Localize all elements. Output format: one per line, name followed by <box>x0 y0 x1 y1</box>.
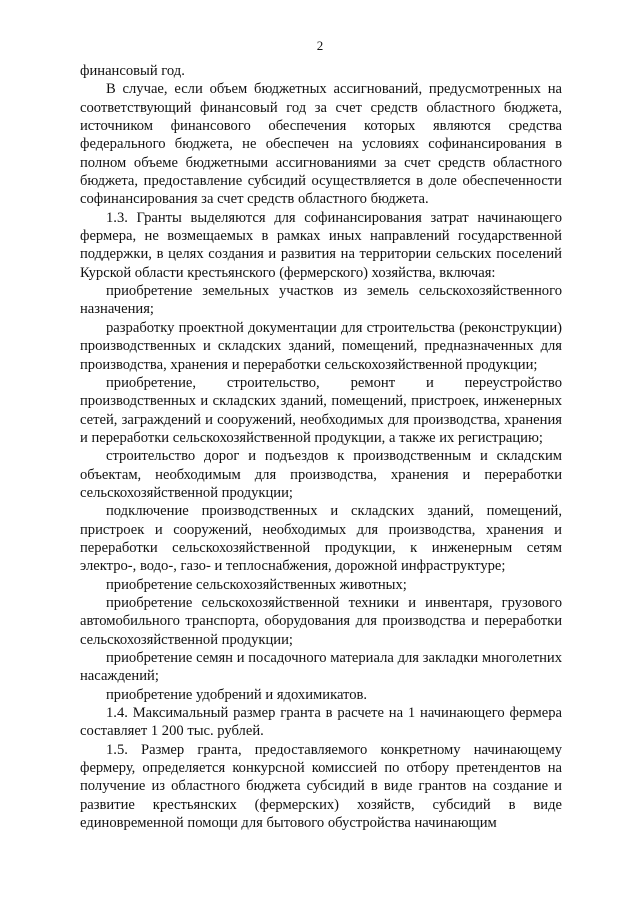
list-item-equipment: приобретение сельскохозяйственной техники и инвентаря, грузового автомобильного транспорта, оборудования для производства и переработки сельскохозяйственной продукции; <box>80 594 562 648</box>
list-item-design-docs: разработку проектной документации для строительства (реконструкции) производственных и складских зданий, помещений, предназначенных для производства, хранения и переработки сельскохозяйственной продукции; <box>80 319 562 373</box>
paragraph-1-5: 1.5. Размер гранта, предоставляемого конкретному начинающему фермеру, определяется конкурсной комиссией по отбору претендентов на получение из областного бюджета субсидий в виде грантов на создание и развитие крестьянских (фермерских) хозяйств, субсидий в виде единовременной помощи для бытового обустройства начинающим <box>80 741 562 832</box>
page-number: 2 <box>316 38 324 53</box>
list-item-construction: приобретение, строительство, ремонт и переустройство производственных и складских зданий, помещений, пристроек, инженерных сетей, заграждений и сооружений, необходимых для производства, хранения и переработки сельскохозяйственной продукции, а также их регистрацию; <box>80 374 562 446</box>
list-item-animals: приобретение сельскохозяйственных животных; <box>106 576 407 593</box>
paragraph-1-4: 1.4. Максимальный размер гранта в расчете на 1 начинающего фермера составляет 1 200 тыс. рублей. <box>80 705 562 740</box>
paragraph-1-3: 1.3. Гранты выделяются для софинансирования затрат начинающего фермера, не возмещаемых в рамках иных направлений государственной поддержки, в целях создания и развития на территории сельских поселений Курской области крестьянского (фермерского) хозяйства, включая: <box>80 209 562 281</box>
paragraph-continuation: финансовый год. <box>80 63 185 79</box>
list-item-roads: строительство дорог и подъездов к производственным и складским объектам, необходимым для производства, хранения и переработки сельскохозяйственной продукции; <box>80 448 562 501</box>
list-item-land: приобретение земельных участков из земель сельскохозяйственного назначения; <box>80 283 562 318</box>
document-body <box>80 62 562 832</box>
paragraph-cofinancing: В случае, если объем бюджетных ассигнований, предусмотренных на соответствующий финансовый год за счет средств областного бюджета, источником финансового обеспечения которых являются средства федерального бюджета, не обеспечен на условиях софинансирования в полном объеме бюджетными ассигнованиями за счет средств областного бюджета, предоставление субсидий осуществляется в доле обеспеченности софинансирования за счет средств областного бюджета. <box>80 81 562 208</box>
list-item-utilities: подключение производственных и складских зданий, помещений, пристроек и сооружений, необходимых для производства, хранения и переработки сельскохозяйственной продукции, к инженерным сетям электро-, водо-, газо- и теплоснабжения, дорожной инфраструктуре; <box>80 503 562 575</box>
list-item-seeds: приобретение семян и посадочного материала для закладки многолетних насаждений; <box>80 650 562 685</box>
list-item-fertilizers: приобретение удобрений и ядохимикатов. <box>106 686 368 703</box>
